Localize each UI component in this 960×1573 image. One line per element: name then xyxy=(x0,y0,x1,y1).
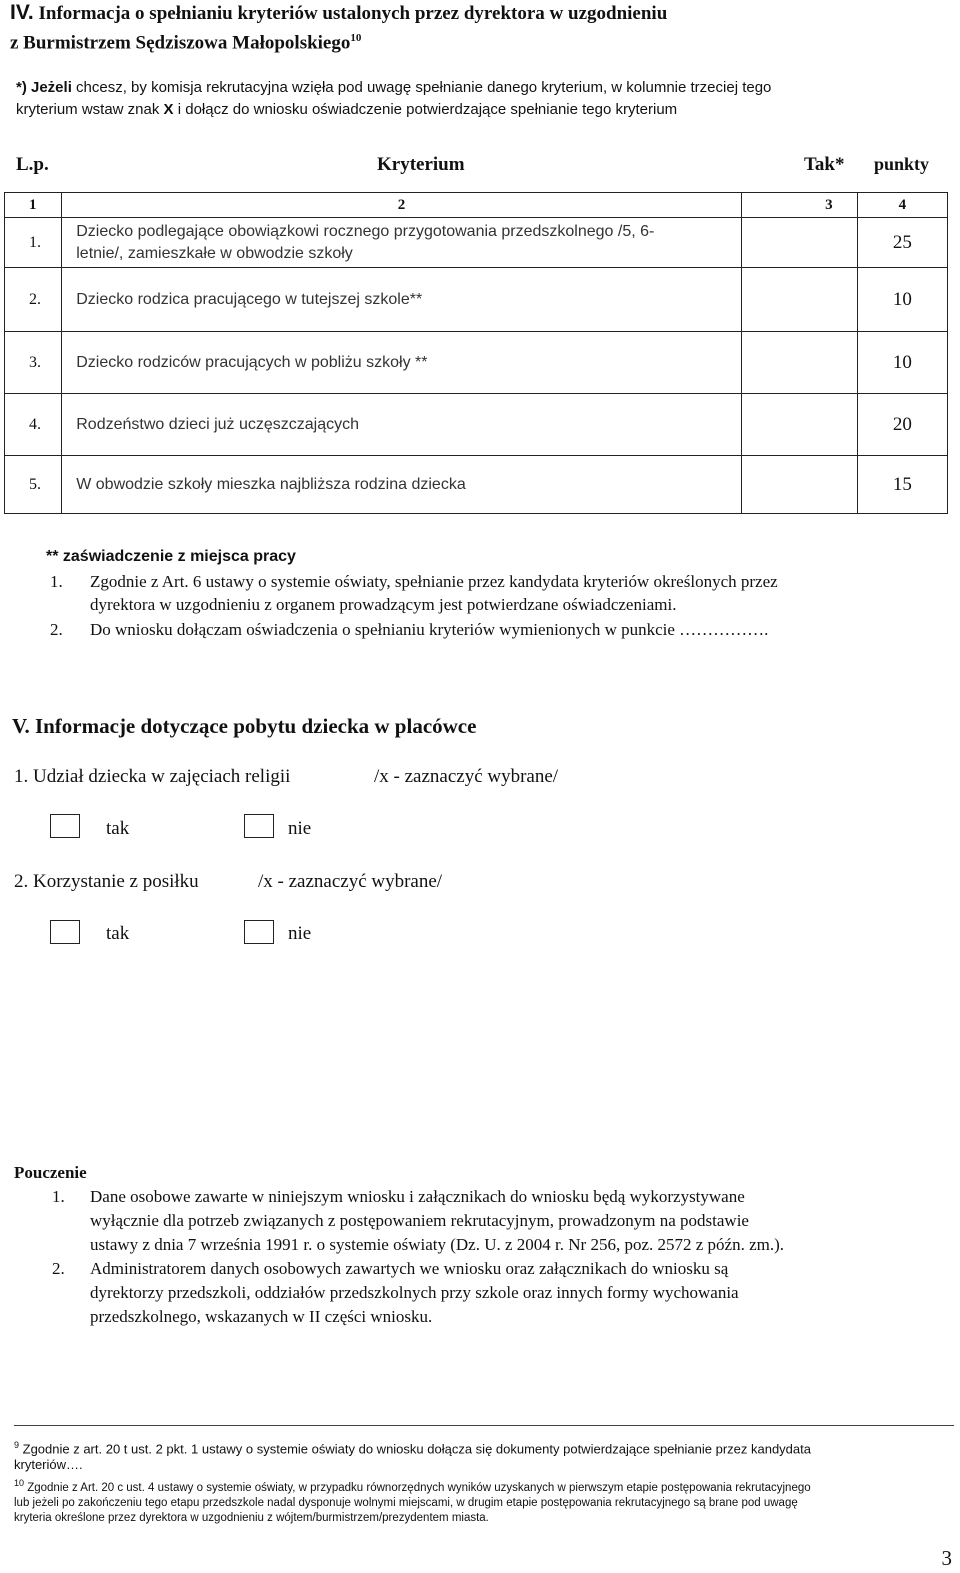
table-row xyxy=(5,268,948,332)
row-number: 2. xyxy=(5,268,62,332)
note-line1: chcesz, by komisja rekrutacyjna wzięła pod uwagę spełnianie danego kryterium, w kolumnie trzeciej tego xyxy=(71,79,772,96)
section-4-title-line2: z Burmistrzem Sędziszowa Małopolskiego xyxy=(10,32,351,54)
section-5-title: V. Informacje dotyczące pobytu dziecka w placówce xyxy=(12,714,477,738)
tak-cell[interactable] xyxy=(741,332,857,394)
page-number: 3 xyxy=(941,1546,952,1570)
section-4-roman: IV. xyxy=(10,1,34,24)
row-number: 1. xyxy=(5,218,62,268)
footnote-10-line3: kryteria określone przez dyrektora w uzgodnieniu z wójtem/burmistrzem/prezydentem miasta. xyxy=(14,1511,489,1524)
religion-no-checkbox[interactable] xyxy=(244,814,274,838)
points-cell: 10 xyxy=(857,268,947,332)
note-x-mark: X xyxy=(163,101,174,118)
pouczenie-item-2-text xyxy=(90,1257,954,1329)
points-cell: 25 xyxy=(857,218,947,268)
notes-item-2-num: 2. xyxy=(50,620,63,639)
stars-note: ** zaświadczenie z miejsca pracy xyxy=(46,548,296,565)
criterion-line2: letnie/, zamieszkałe w obwodzie szkoły xyxy=(76,244,353,262)
tak-cell[interactable] xyxy=(741,218,857,268)
notes-item-1-line2: dyrektora w uzgodnieniu z organem prowadzącym jest potwierdzane oświadczeniami. xyxy=(90,595,677,614)
criterion-line1: Dziecko podlegające obowiązkowi rocznego przygotowania przedszkolnego /5, 6- xyxy=(76,222,655,240)
table-row xyxy=(5,394,948,456)
notes-item-1-num: 1. xyxy=(50,572,63,591)
header-tak: Tak* xyxy=(804,154,845,175)
tak-cell[interactable] xyxy=(741,394,857,456)
section-4-title-line1: Informacja o spełnianiu kryteriów ustalonych przez dyrektora w uzgodnieniu xyxy=(38,3,668,24)
points-cell: 10 xyxy=(857,332,947,394)
footnote-10-line1: Zgodnie z Art. 20 c ust. 4 ustawy o systemie oświaty, w przypadku równorzędnych wyników uzyskanych w pierwszym etapie postępowania rekrutacyjnego xyxy=(24,1481,811,1494)
tak-cell[interactable] xyxy=(741,268,857,332)
pouczenie-item-1-line3: ustawy z dnia 7 września 1991 r. o systemie oświaty (Dz. U. z 2004 r. Nr 256, poz. 2572 z późn. zm.). xyxy=(90,1235,785,1254)
pouczenie-item-1 xyxy=(52,1185,954,1257)
footnote-9 xyxy=(14,1437,954,1473)
meal-yes-label: tak xyxy=(106,923,130,944)
note-line2-a: kryterium wstaw znak xyxy=(16,101,164,118)
notes-item-2-text: Do wniosku dołączam oświadczenia o spełnianiu kryteriów wymienionych w punkcie ……………. xyxy=(90,620,769,639)
notes-item-1-line1: Zgodnie z Art. 6 ustawy o systemie oświaty, spełnianie przez kandydata kryteriów określonych przez xyxy=(90,572,778,591)
pouczenie-item-2-line1: Administratorem danych osobowych zawartych we wniosku oraz załącznikach do wniosku są xyxy=(90,1259,729,1278)
footnote-10 xyxy=(14,1476,954,1526)
points-cell: 15 xyxy=(857,456,947,514)
header-lp: L.p. xyxy=(16,154,49,175)
col-number-1: 1 xyxy=(5,193,62,218)
criterion-text: Rodzeństwo dzieci już uczęszczających xyxy=(62,394,742,456)
criterion-text: Dziecko rodzica pracującego w tutejszej szkole** xyxy=(62,268,742,332)
pouczenie-item-1-line2: wyłącznie dla potrzeb związanych z postępowaniem rekrutacyjnym, prowadzonym na podstawie xyxy=(90,1211,749,1230)
note-prefix: *) Jeżeli xyxy=(16,79,72,96)
section-4-title xyxy=(10,0,940,55)
header-kryterium: Kryterium xyxy=(377,154,465,175)
footnote-ref-10[interactable]: 10 xyxy=(350,32,362,44)
meal-no-checkbox[interactable] xyxy=(244,920,274,944)
criterion-text: Dziecko rodziców pracujących w pobliżu szkoły ** xyxy=(62,332,742,394)
question-meal-hint: /x - zaznaczyć wybrane/ xyxy=(258,871,443,892)
col-number-4: 4 xyxy=(857,193,947,218)
footnote-9-line1: Zgodnie z art. 20 t ust. 2 pkt. 1 ustawy o systemie oświaty do wniosku dołącza się dokumenty potwierdzające spełnianie przez kandydata xyxy=(19,1441,811,1457)
pouczenie-item-2 xyxy=(52,1257,954,1329)
table-row xyxy=(5,332,948,394)
criterion-text: W obwodzie szkoły mieszka najbliższa rodzina dziecka xyxy=(62,456,742,514)
row-number: 4. xyxy=(5,394,62,456)
pouczenie-title: Pouczenie xyxy=(14,1163,87,1182)
pouczenie-item-1-text xyxy=(90,1185,954,1257)
pouczenie-item-2-line3: przedszkolnego, wskazanych w II części wniosku. xyxy=(90,1307,433,1326)
notes-item-1 xyxy=(50,570,950,618)
footnote-10-line2: lub jeżeli po zakończeniu tego etapu przedszkole nadal dysponuje wolnymi miejscami, w drugim etapie postępowania rekrutacyjnego są brane pod uwagę xyxy=(14,1496,798,1509)
table-row xyxy=(5,456,948,514)
pouczenie-item-2-num: 2. xyxy=(52,1259,65,1278)
meal-yes-checkbox[interactable] xyxy=(50,920,80,944)
question-meal: 2. Korzystanie z posiłku xyxy=(14,871,199,892)
religion-yes-checkbox[interactable] xyxy=(50,814,80,838)
criteria-instruction xyxy=(16,77,946,121)
religion-no-label: nie xyxy=(288,818,312,839)
footnote-9-line2: kryteriów…. xyxy=(14,1457,83,1473)
criteria-table-header xyxy=(4,148,948,184)
question-religion-hint: /x - zaznaczyć wybrane/ xyxy=(374,766,559,787)
column-number-row xyxy=(5,193,948,218)
criterion-text xyxy=(62,218,742,268)
table-row xyxy=(5,218,948,268)
footnote-9-mark: 9 xyxy=(14,1440,20,1450)
tak-cell[interactable] xyxy=(741,456,857,514)
note-line2-b: i dołącz do wniosku oświadczenie potwierdzające spełnianie tego kryterium xyxy=(173,101,678,118)
points-cell: 20 xyxy=(857,394,947,456)
pouczenie-item-1-line1: Dane osobowe zawarte w niniejszym wniosku i załącznikach do wniosku będą wykorzystywane xyxy=(90,1187,745,1206)
footnote-divider xyxy=(14,1425,954,1426)
religion-yes-label: tak xyxy=(106,818,130,839)
row-number: 5. xyxy=(5,456,62,514)
pouczenie-item-1-num: 1. xyxy=(52,1187,65,1206)
row-number: 3. xyxy=(5,332,62,394)
header-punkty: punkty xyxy=(874,154,930,174)
meal-no-label: nie xyxy=(288,923,312,944)
notes-item-2 xyxy=(50,618,950,642)
col-number-3: 3 xyxy=(741,193,857,218)
criteria-table xyxy=(4,192,948,514)
pouczenie-item-2-line2: dyrektorzy przedszkoli, oddziałów przedszkolnych przy szkole oraz innych formy wychowania xyxy=(90,1283,739,1302)
notes-item-1-text xyxy=(90,570,950,616)
question-religion: 1. Udział dziecka w zajęciach religii xyxy=(14,766,291,787)
footnote-10-mark: 10 xyxy=(14,1478,25,1488)
col-number-2: 2 xyxy=(62,193,742,218)
